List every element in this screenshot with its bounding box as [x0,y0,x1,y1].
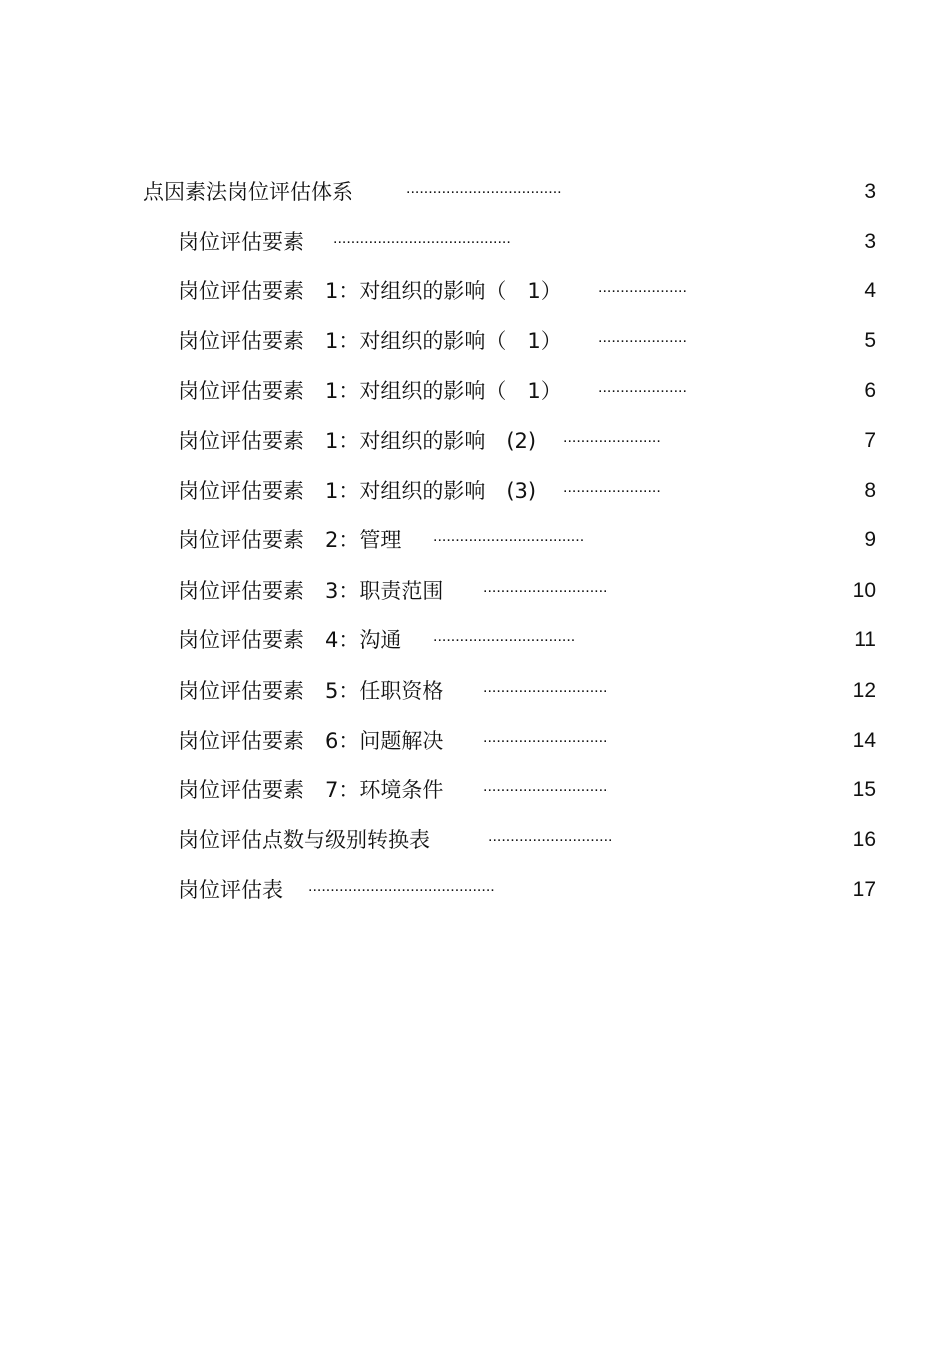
toc-entry-leader: ........................................ [333,230,511,247]
toc-entry-page: 7 [864,429,876,452]
toc-entry-leader: ...................... [563,479,661,496]
toc-entry-title: 岗位评估要素 1：对组织的影响（ 1） [178,279,562,303]
toc-entry[interactable] [0,620,950,660]
toc-entry-leader: ................................ [433,628,576,645]
toc-entry-page: 15 [852,778,876,801]
toc-entry[interactable] [0,321,950,361]
toc-entry[interactable] [0,271,950,311]
toc-entry[interactable] [0,471,950,511]
toc-entry-leader: .................... [598,279,687,296]
toc-entry[interactable] [0,520,950,560]
toc-entry[interactable] [0,172,950,212]
toc-entry-title: 岗位评估要素 1：对组织的影响（ 1） [178,329,562,353]
toc-entry-page: 16 [852,828,876,851]
toc-entry-title: 岗位评估要素 1：对组织的影响 (2) [178,429,537,453]
toc-entry[interactable] [0,371,950,411]
toc-entry-title: 点因素法岗位评估体系 [143,180,353,204]
toc-entry-title: 岗位评估要素 2：管理 [178,528,402,552]
toc-entry[interactable] [0,421,950,461]
toc-entry-leader: .................................. [433,528,585,545]
toc-entry-page: 9 [864,528,876,551]
toc-entry-title: 岗位评估要素 7：环境条件 [178,778,444,802]
toc-entry-title: 岗位评估要素 1：对组织的影响 (3) [178,479,537,503]
toc-entry-page: 10 [852,579,876,602]
toc-entry[interactable] [0,870,950,910]
toc-entry-title: 岗位评估要素 1：对组织的影响（ 1） [178,379,562,403]
toc-entry-title: 岗位评估要素 3：职责范围 [178,579,444,603]
toc-entry-page: 11 [854,628,876,651]
toc-entry-page: 5 [864,329,876,352]
toc-entry-title: 岗位评估要素 5：任职资格 [178,679,444,703]
toc-entry-page: 8 [864,479,876,502]
toc-entry-leader: .................... [598,329,687,346]
toc-entry[interactable] [0,770,950,810]
toc-entry[interactable] [0,721,950,761]
toc-entry[interactable] [0,820,950,860]
toc-entry-page: 6 [864,379,876,402]
toc-entry-page: 12 [852,679,876,702]
toc-entry-page: 17 [852,878,876,901]
toc-entry-page: 4 [864,279,876,302]
toc-entry-leader: .................... [598,379,687,396]
toc-entry-leader: ................................... [406,180,562,197]
toc-entry-title: 岗位评估点数与级别转换表 [178,828,430,852]
toc-entry[interactable] [0,671,950,711]
toc-entry-title: 岗位评估要素 [178,230,304,254]
toc-entry[interactable] [0,222,950,262]
toc-entry-page: 14 [852,729,876,752]
toc-entry-leader: .......................................... [308,878,495,895]
toc-entry-leader: ............................ [483,579,608,596]
toc-entry-title: 岗位评估要素 6：问题解决 [178,729,444,753]
toc-entry-title: 岗位评估表 [178,878,283,902]
toc-entry-leader: ............................ [483,778,608,795]
toc-entry-leader: ...................... [563,429,661,446]
toc-entry-leader: ............................ [483,679,608,696]
toc-entry-leader: ............................ [488,828,613,845]
toc-entry-page: 3 [864,230,876,253]
toc-entry-title: 岗位评估要素 4：沟通 [178,628,402,652]
toc-entry[interactable] [0,571,950,611]
toc-entry-page: 3 [864,180,876,203]
toc-entry-leader: ............................ [483,729,608,746]
